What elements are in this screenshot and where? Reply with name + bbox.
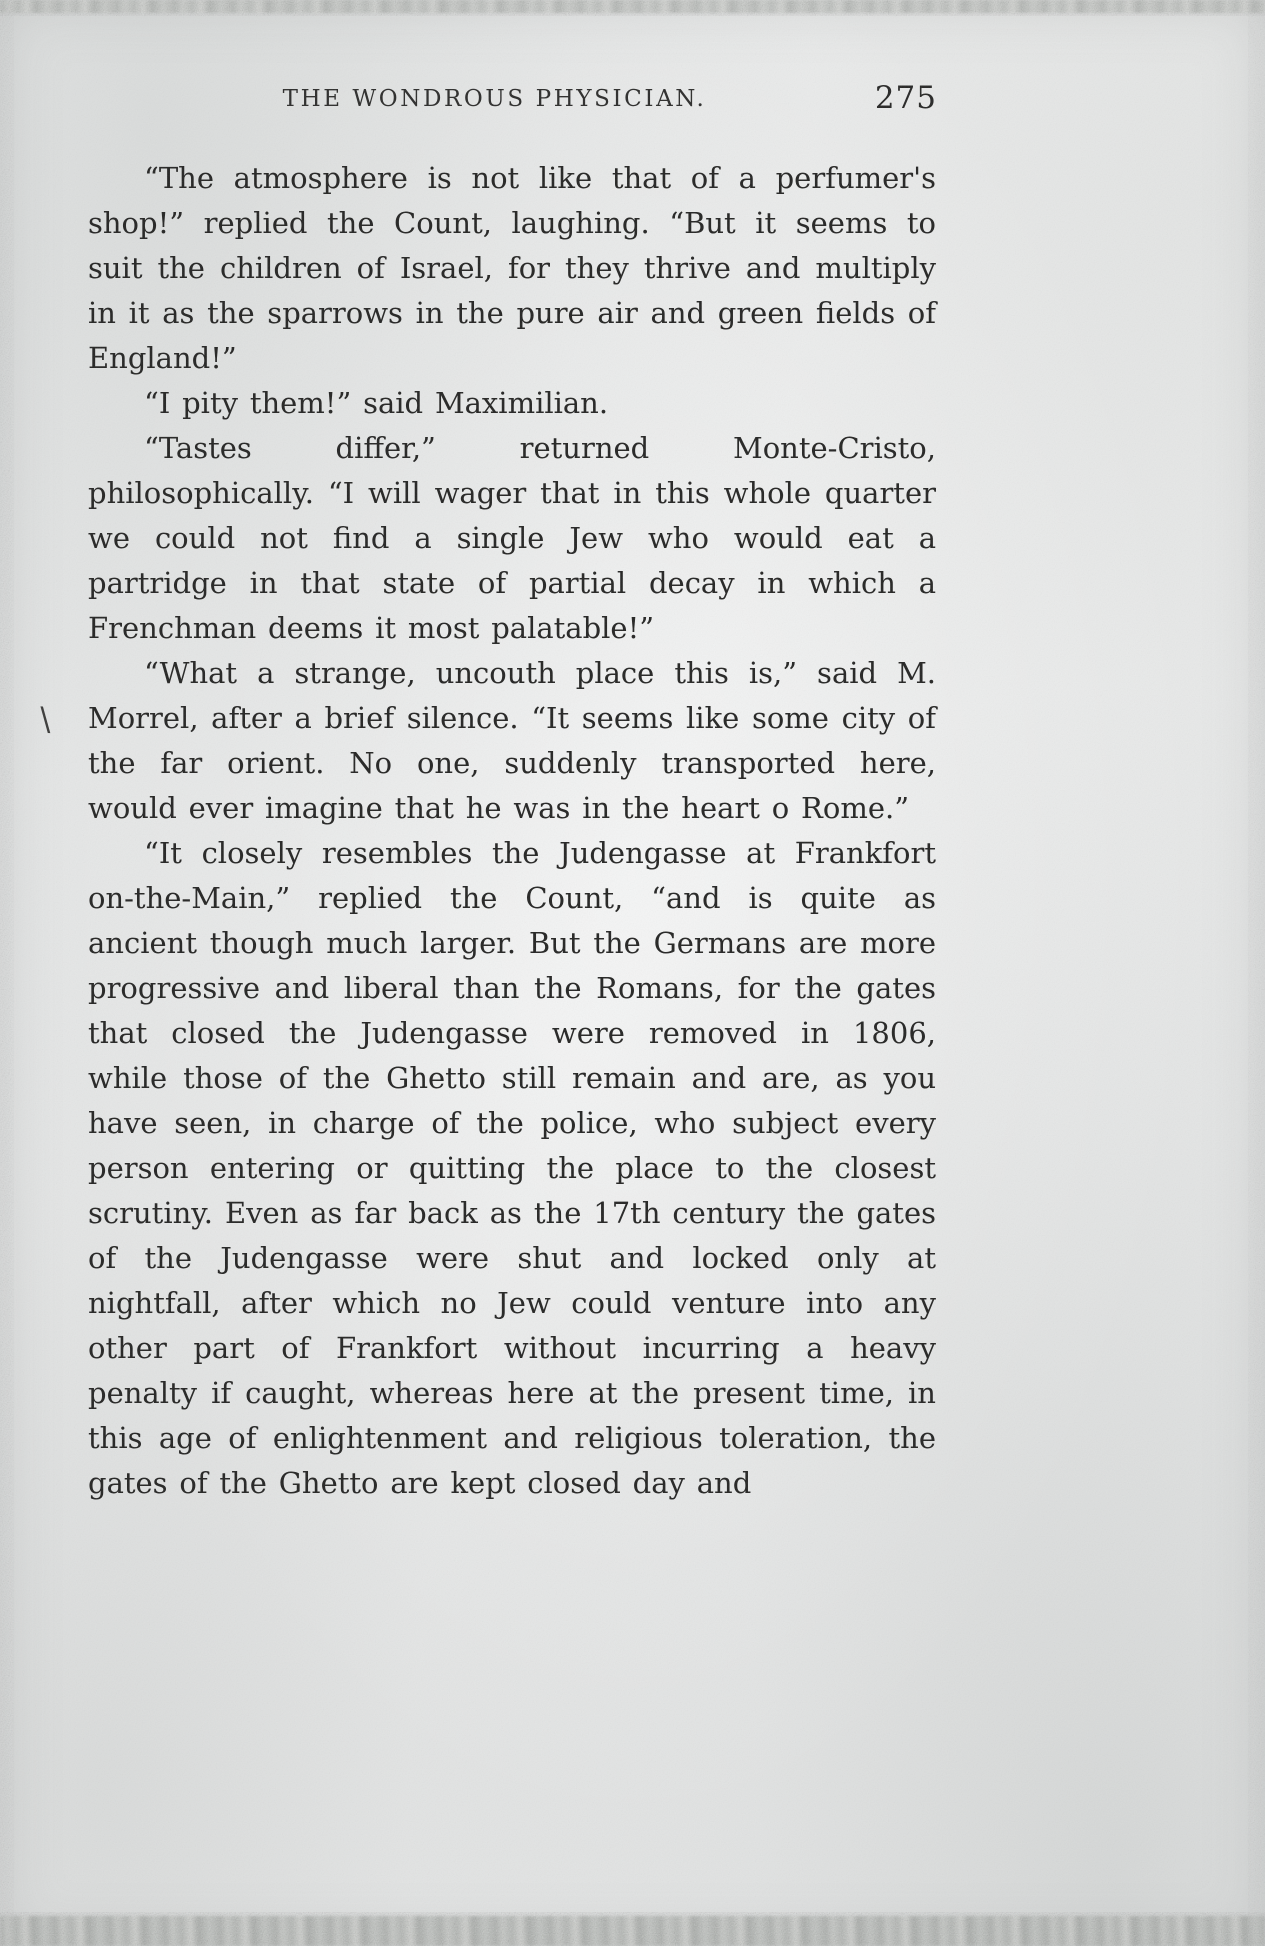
page-body <box>88 156 936 1506</box>
scan-edge-top <box>0 0 1265 13</box>
scan-edge-bottom <box>0 1916 1265 1946</box>
paragraph: “Tastes differ,” returned Monte-Cristo, philosophically. “I will wager that in this whole quarter we could not find a single Jew who would eat a partridge in that state of partial decay in which a Frenchman deems it most palatable!” <box>88 431 936 645</box>
scan-stray-mark: \ <box>39 699 52 739</box>
paragraph: “The atmosphere is not like that of a perfumer's shop!” replied the Count, laughing. “But it seems to suit the children of Israel, for they thrive and multiply in it as the sparrows in the pure air and green fields of England!” <box>88 161 936 375</box>
paragraph: “What a strange, uncouth place this is,” said M. Morrel, after a brief silence. “It seems like some city of the far orient. No one, suddenly transported here, would ever imagine that he was in the heart o Rome.” <box>88 656 936 825</box>
page-header <box>88 80 937 118</box>
paragraph: “It closely resembles the Judengasse at Frankfort on-the-Main,” replied the Count, “and is quite as ancient though much larger. But the Germans are more progressive and liberal than the Romans, for the gates that closed the Judengasse were removed in 1806, while those of the Ghetto still remain and are, as you have seen, in charge of the police, who subject every person entering or quitting the place to the closest scrutiny. Even as far back as the 17th century the gates of the Judengasse were shut and locked only at nightfall, after which no Jew could venture into any other part of Frankfort without incurring a heavy penalty if caught, whereas here at the present time, in this age of enlightenment and religious toleration, the gates of the Ghetto are kept closed day and <box>88 836 936 1500</box>
paragraph: “I pity them!” said Maximilian. <box>144 386 609 420</box>
running-head-title: THE WONDROUS PHYSICIAN. <box>282 86 707 112</box>
page-number: 275 <box>874 80 937 116</box>
